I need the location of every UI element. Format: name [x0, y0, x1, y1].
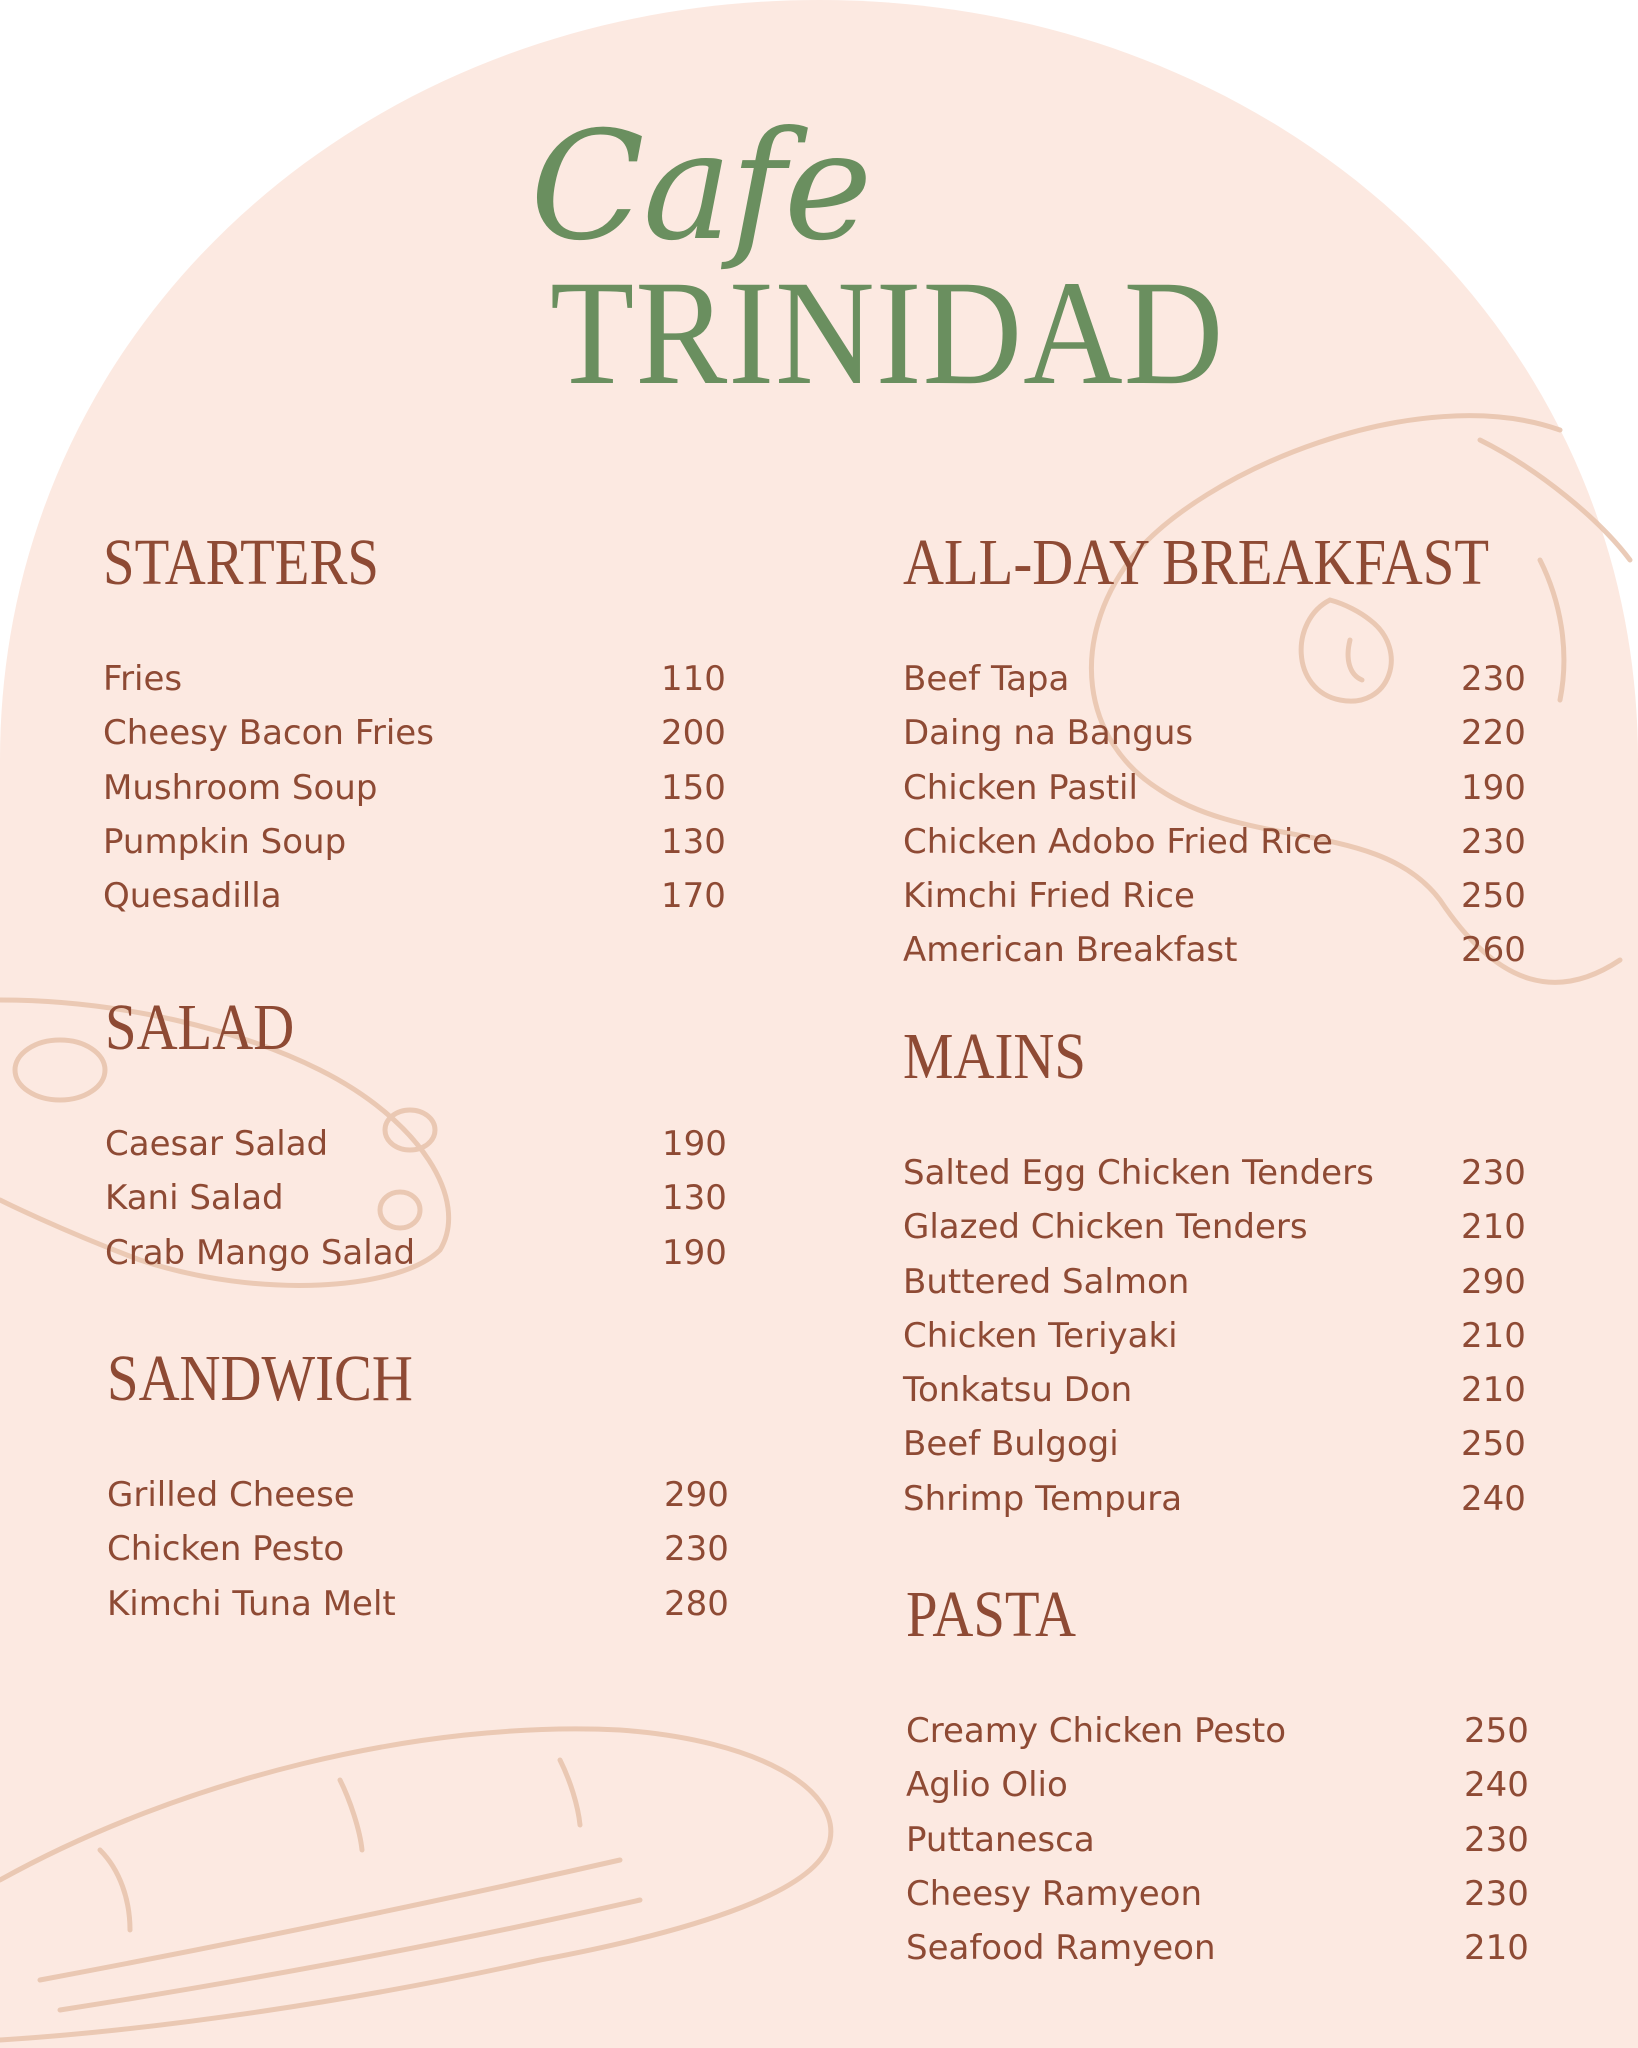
- item-name: Chicken Adobo Fried Rice: [903, 821, 1333, 862]
- item-price: 230: [1464, 1819, 1529, 1860]
- item-price: 190: [662, 1124, 727, 1164]
- item-price: 230: [1464, 1873, 1529, 1914]
- section-title: STARTERS: [103, 526, 379, 599]
- item-price: 250: [1464, 1711, 1529, 1751]
- item-name: Quesadilla: [103, 876, 282, 917]
- item-price: 150: [661, 767, 726, 808]
- item-price: 210: [1461, 1207, 1526, 1248]
- item-price: 290: [1461, 1261, 1526, 1302]
- section-title: PASTA: [906, 1578, 1077, 1651]
- item-name: Beef Tapa: [903, 659, 1070, 699]
- item-name: Shrimp Tempura: [903, 1478, 1183, 1519]
- section-starters: [103, 526, 726, 917]
- item-name: Grilled Cheese: [107, 1475, 355, 1515]
- item-name: Kimchi Fried Rice: [903, 876, 1195, 917]
- item-price: 200: [661, 713, 726, 754]
- item-name: Puttanesca: [906, 1819, 1095, 1860]
- item-name: Tonkatsu Don: [903, 1370, 1133, 1411]
- item-price: 170: [661, 876, 726, 917]
- item-name: Kimchi Tuna Melt: [107, 1583, 396, 1624]
- item-price: 210: [1464, 1928, 1529, 1969]
- section-title: MAINS: [903, 1020, 1086, 1093]
- item-name: Glazed Chicken Tenders: [903, 1207, 1308, 1248]
- item-name: Daing na Bangus: [903, 713, 1194, 754]
- section-sandwich: [107, 1342, 729, 1624]
- item-price: 190: [662, 1232, 727, 1273]
- item-price: 110: [661, 659, 726, 699]
- item-name: Kani Salad: [105, 1178, 284, 1219]
- item-name: Chicken Pastil: [903, 767, 1138, 808]
- item-name: Chicken Pesto: [107, 1529, 345, 1570]
- item-price: 280: [664, 1583, 729, 1624]
- item-name: Beef Bulgogi: [903, 1424, 1119, 1465]
- item-price: 230: [1461, 1153, 1526, 1193]
- item-price: 210: [1461, 1370, 1526, 1411]
- item-price: 130: [661, 821, 726, 862]
- item-name: Cheesy Bacon Fries: [103, 713, 434, 754]
- item-name: Fries: [103, 659, 183, 699]
- item-price: 210: [1461, 1315, 1526, 1356]
- item-name: Seafood Ramyeon: [906, 1928, 1216, 1969]
- item-name: Creamy Chicken Pesto: [906, 1711, 1287, 1751]
- item-price: 220: [1461, 713, 1526, 754]
- section-all-day-breakfast: [903, 526, 1584, 971]
- item-price: 190: [1461, 767, 1526, 808]
- item-price: 230: [1461, 821, 1526, 862]
- item-price: 250: [1461, 1424, 1526, 1465]
- item-name: Buttered Salmon: [903, 1261, 1190, 1302]
- item-name: Chicken Teriyaki: [903, 1315, 1178, 1356]
- item-price: 260: [1461, 930, 1526, 971]
- cafe-script-title: Cafe: [530, 100, 871, 274]
- cafe-main-title: TRINIDAD: [550, 250, 1225, 416]
- item-name: Caesar Salad: [105, 1124, 329, 1164]
- item-price: 240: [1461, 1478, 1526, 1519]
- section-salad: [105, 991, 727, 1273]
- section-pasta: [906, 1578, 1529, 1969]
- section-mains: [903, 1020, 1526, 1519]
- item-price: 290: [664, 1475, 729, 1515]
- item-price: 230: [1461, 659, 1526, 699]
- item-name: Aglio Olio: [906, 1765, 1068, 1806]
- item-name: Salted Egg Chicken Tenders: [903, 1153, 1374, 1193]
- section-title: SALAD: [105, 991, 295, 1064]
- item-name: Cheesy Ramyeon: [906, 1873, 1202, 1914]
- item-name: American Breakfast: [903, 930, 1238, 971]
- item-name: Mushroom Soup: [103, 767, 378, 808]
- section-title: ALL-DAY BREAKFAST: [903, 526, 1490, 599]
- item-price: 250: [1461, 876, 1526, 917]
- section-title: SANDWICH: [107, 1342, 413, 1415]
- item-price: 240: [1464, 1765, 1529, 1806]
- item-name: Crab Mango Salad: [105, 1232, 416, 1273]
- item-name: Pumpkin Soup: [103, 821, 347, 862]
- item-price: 230: [664, 1529, 729, 1570]
- item-price: 130: [662, 1178, 727, 1219]
